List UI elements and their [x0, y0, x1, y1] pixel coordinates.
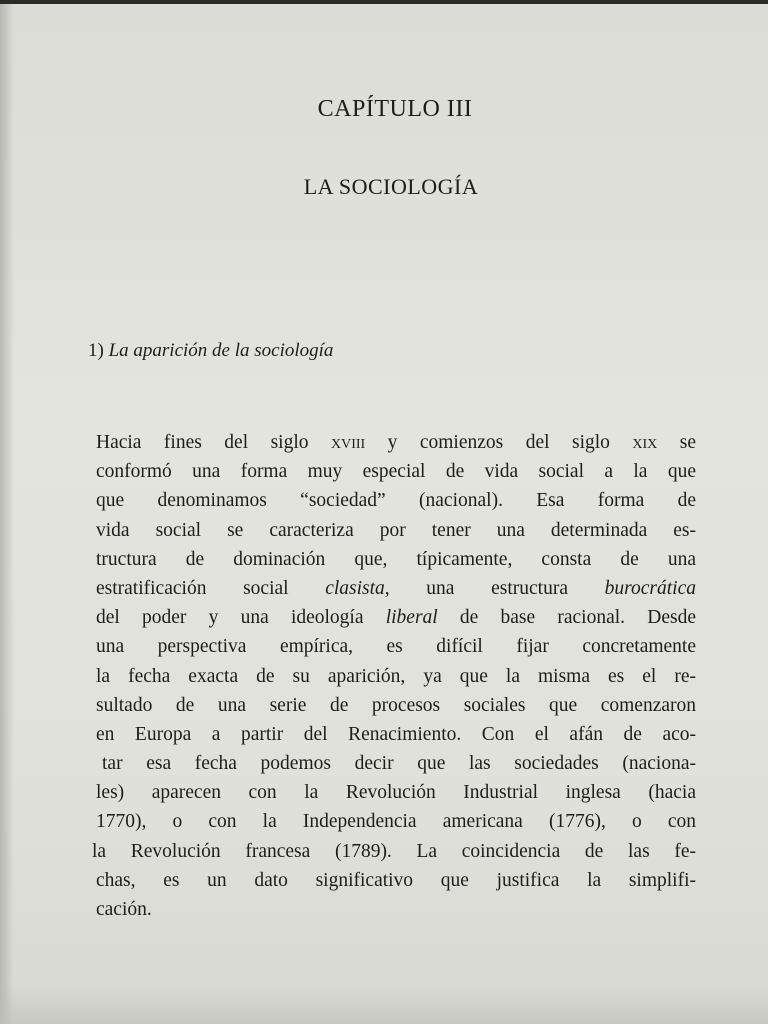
paragraph-line: la Revolución francesa (1789). La coincidencia de las fe-: [92, 840, 696, 862]
page-bottom-shadow: [0, 984, 768, 1024]
paragraph-line: estratificación social clasista, una estructura burocrática: [96, 577, 696, 599]
paragraph-line: la fecha exacta de su aparición, ya que la misma es el re-: [96, 665, 696, 687]
chapter-title: LA SOCIOLOGÍA: [303, 174, 479, 199]
paragraph-line: que denominamos “sociedad” (nacional). Esa forma de: [96, 490, 696, 512]
paragraph-line: tar esa fecha podemos decir que las sociedades (naciona-: [102, 753, 696, 775]
paragraph-line: una perspectiva empírica, es difícil fijar concretamente: [96, 636, 696, 658]
paragraph-line: vida social se caracteriza por tener una determinada es-: [96, 519, 696, 541]
section-heading: [88, 340, 333, 362]
book-page: [0, 4, 768, 1024]
paragraph-line: les) aparecen con la Revolución Industrial inglesa (hacia: [96, 782, 696, 804]
section-title: La aparición de la sociología: [108, 340, 334, 361]
paragraph-line: sultado de una serie de procesos sociales que comenzaron: [96, 694, 696, 716]
paragraph-line: 1770), o con la Independencia americana (1776), o con: [96, 811, 696, 833]
paragraph-line: en Europa a partir del Renacimiento. Con el afán de aco-: [96, 723, 696, 745]
paragraph-line: cación.: [96, 899, 152, 920]
paragraph-line: del poder y una ideología liberal de base racional. Desde: [96, 607, 696, 629]
paragraph-line: chas, es un dato significativo que justifica la simplifi-: [96, 869, 696, 891]
page-gutter-shadow: [0, 4, 14, 1024]
paragraph-line: conformó una forma muy especial de vida social a la que: [96, 461, 696, 483]
paragraph-line: Hacia fines del siglo xviii y comienzos del siglo xix se: [96, 432, 696, 453]
chapter-heading: CAPÍTULO III: [317, 96, 473, 122]
section-number: 1): [88, 340, 104, 361]
paragraph-line: tructura de dominación que, típicamente, consta de una: [96, 548, 696, 570]
body-paragraph: [92, 428, 696, 924]
